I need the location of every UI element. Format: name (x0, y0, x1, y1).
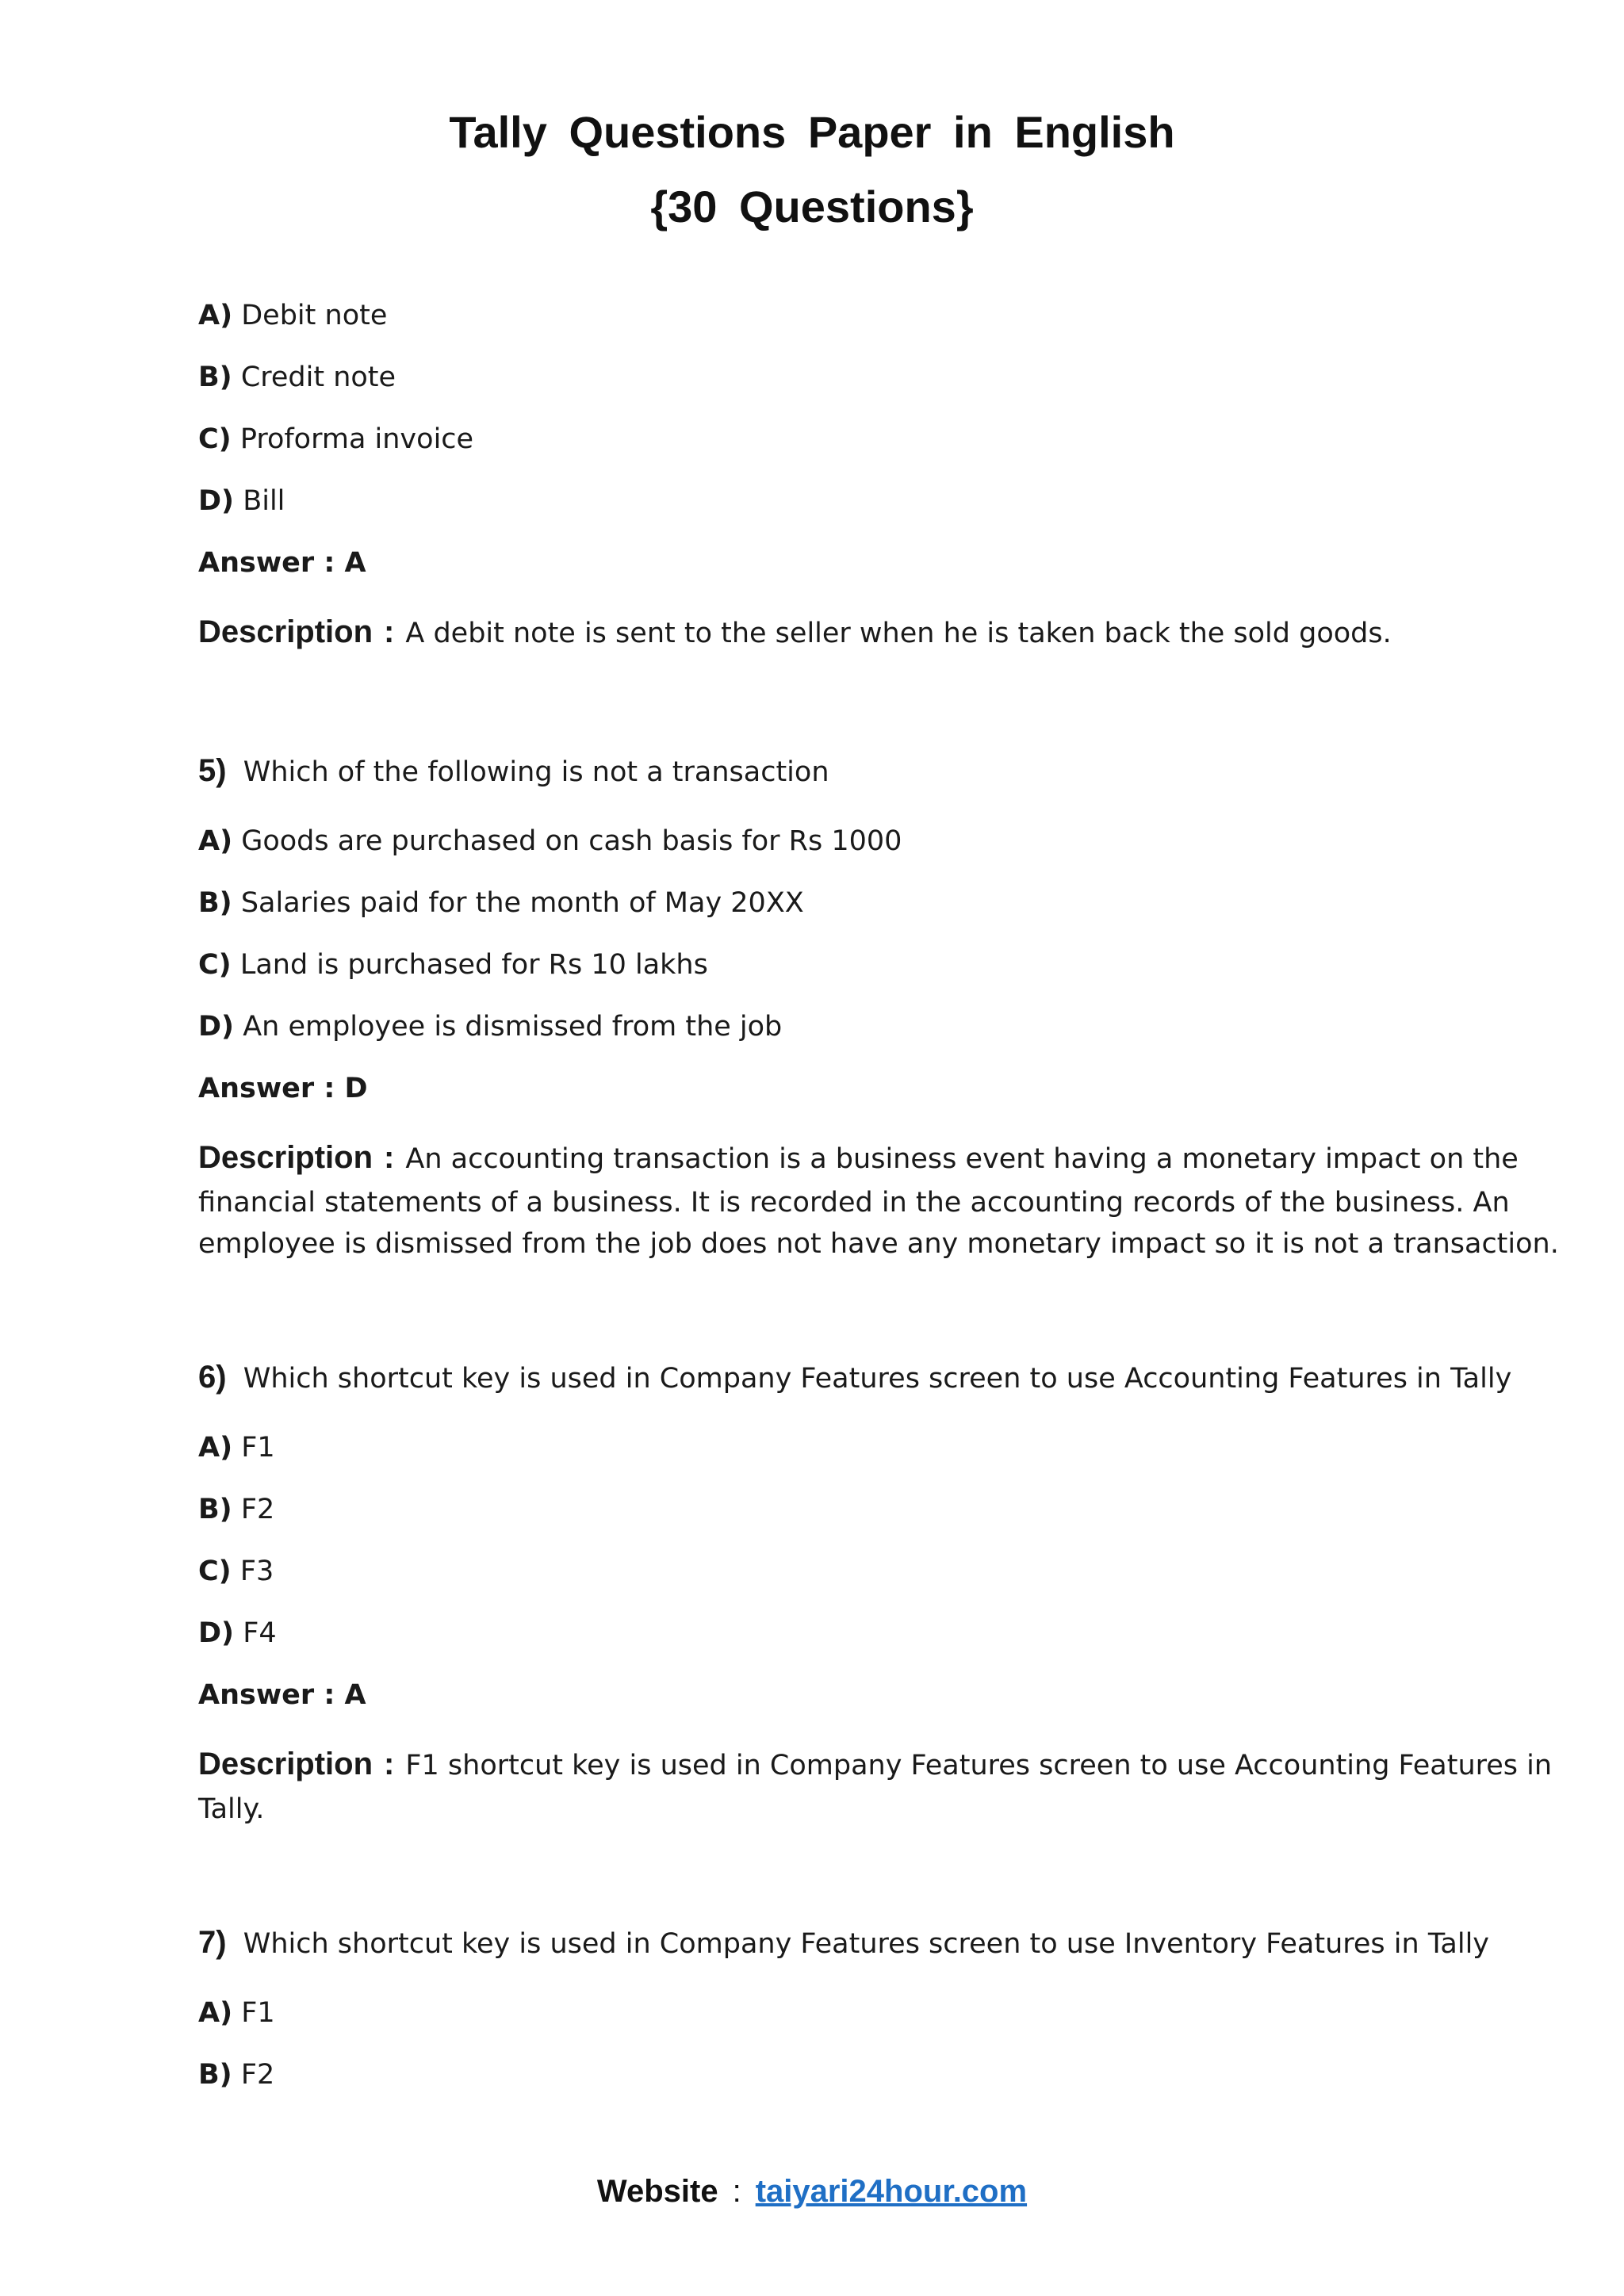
answer: Answer : A (198, 547, 366, 579)
option-text: Goods are purchased on cash basis for Rs 1000 (241, 825, 902, 857)
option-b (198, 887, 804, 919)
option-d (198, 1617, 277, 1649)
answer: Answer : D (198, 1073, 368, 1104)
description-label: Description (198, 1747, 373, 1781)
option-letter: B) (198, 1494, 232, 1525)
option-text: F2 (240, 2059, 275, 2091)
option-text: Debit note (241, 300, 388, 331)
option-b (198, 1494, 274, 1525)
description-label: Description (198, 614, 373, 649)
option-letter: A) (198, 1432, 233, 1464)
option-text: F1 (241, 1997, 275, 2029)
page-title: Tally Questions Paper in English (449, 107, 1175, 157)
option-text: Salaries paid for the month of May 20XX (240, 887, 804, 919)
option-b (198, 2059, 274, 2091)
option-text: F2 (240, 1494, 275, 1525)
option-c (198, 423, 473, 455)
description-label: Description (198, 1140, 373, 1175)
description-text: employee is dismissed from the job does not have any monetary impact so it is not a transaction. (198, 1228, 1559, 1260)
question-number: 5) (198, 753, 227, 788)
question-text: Which shortcut key is used in Company Features screen to use Inventory Features in Tally (243, 1928, 1490, 1960)
description-text: F1 shortcut key is used in Company Features screen to use Accounting Features in (405, 1750, 1553, 1781)
option-letter: B) (198, 362, 232, 393)
answer: Answer : A (198, 1679, 366, 1711)
option-text: Proforma invoice (239, 423, 474, 455)
option-a (198, 300, 387, 331)
option-letter: C) (198, 423, 232, 455)
description (198, 1140, 1519, 1176)
option-d (198, 485, 285, 517)
option-letter: A) (198, 825, 233, 857)
footer (0, 2174, 1624, 2210)
question-number: 7) (198, 1925, 227, 1960)
option-text: F1 (241, 1432, 275, 1464)
option-c (198, 949, 708, 981)
question-text: Which of the following is not a transaction (243, 756, 829, 788)
option-a (198, 1432, 275, 1464)
option-b (198, 362, 396, 393)
option-text: F4 (243, 1617, 277, 1649)
option-letter: A) (198, 1997, 233, 2029)
description-separator: : (384, 1140, 395, 1175)
option-text: An employee is dismissed from the job (243, 1011, 783, 1043)
option-a (198, 825, 902, 857)
option-letter: B) (198, 2059, 232, 2091)
option-text: F3 (239, 1556, 274, 1587)
option-letter: B) (198, 887, 232, 919)
option-letter: D) (198, 1617, 235, 1649)
description (198, 614, 1392, 650)
description-text: financial statements of a business. It is recorded in the accounting records of the business. An (198, 1187, 1510, 1219)
option-letter: C) (198, 949, 232, 981)
question-text: Which shortcut key is used in Company Features screen to use Accounting Features in Tally (243, 1363, 1512, 1395)
option-text: Credit note (240, 362, 396, 393)
option-letter: A) (198, 300, 233, 331)
option-letter: D) (198, 485, 235, 517)
page-subtitle: {30 Questions} (650, 182, 974, 232)
description-text: An accounting transaction is a business event having a monetary impact on the (405, 1143, 1519, 1175)
option-c (198, 1556, 274, 1587)
option-letter: D) (198, 1011, 235, 1043)
question-6 (198, 1360, 1511, 1395)
option-text: Bill (243, 485, 285, 517)
description-separator: : (384, 1747, 395, 1781)
question-5 (198, 753, 829, 789)
option-a (198, 1997, 275, 2029)
question-7 (198, 1925, 1489, 1961)
footer-separator: : (732, 2174, 741, 2209)
description (198, 1747, 1552, 1782)
description-text: Tally. (198, 1793, 265, 1825)
footer-label: Website (596, 2174, 718, 2209)
description-separator: : (384, 614, 395, 649)
description-text: A debit note is sent to the seller when he is taken back the sold goods. (405, 618, 1392, 649)
option-letter: C) (198, 1556, 232, 1587)
option-text: Land is purchased for Rs 10 lakhs (239, 949, 708, 981)
question-number: 6) (198, 1360, 227, 1395)
website-link[interactable]: taiyari24hour.com (755, 2174, 1028, 2209)
option-d (198, 1011, 782, 1043)
